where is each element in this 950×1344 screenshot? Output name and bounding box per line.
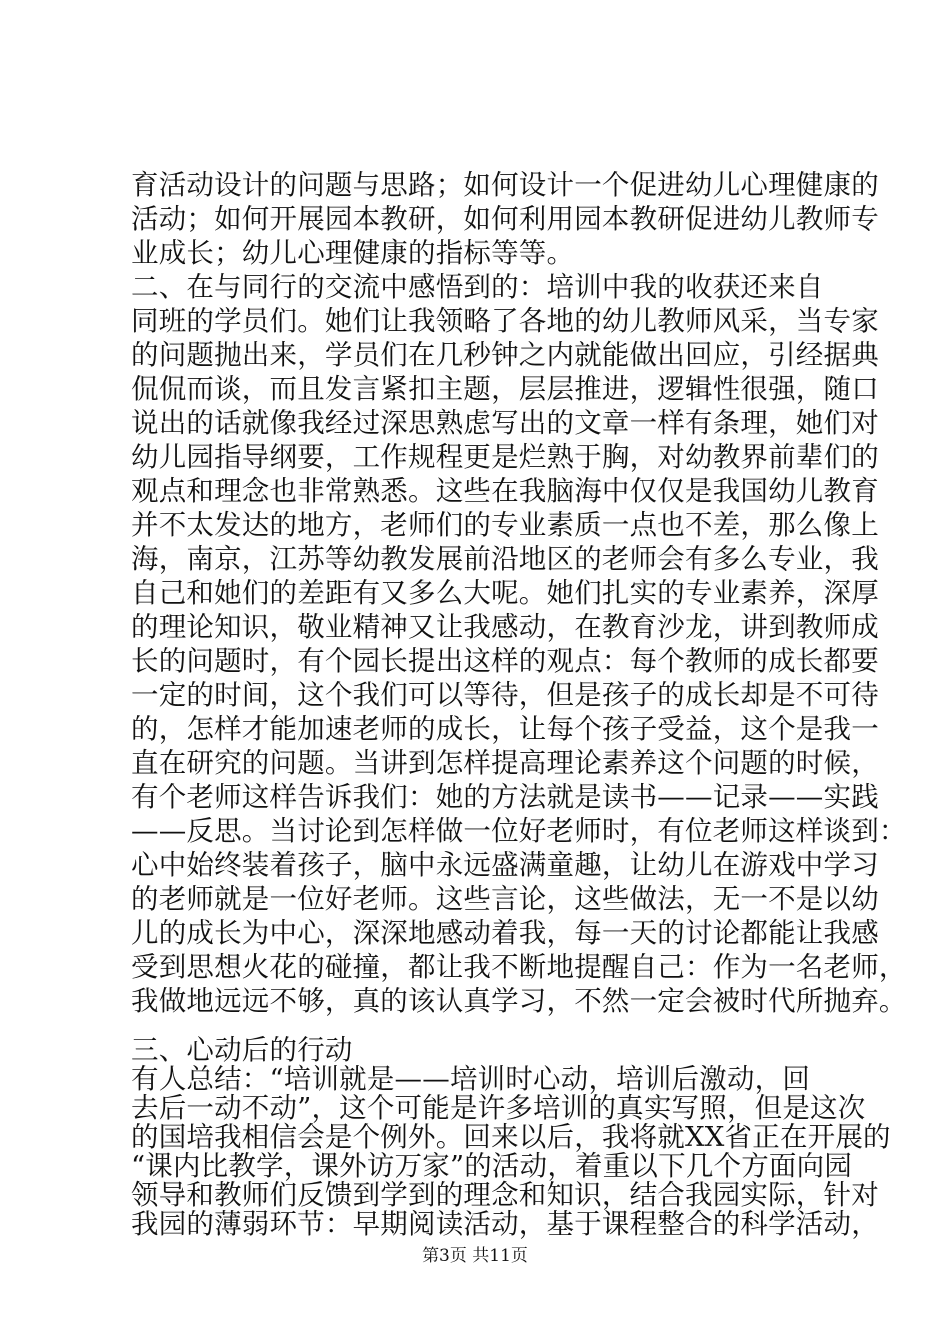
text-line: “课内比教学，课外访万家”的活动，着重以下几个方面向园 <box>131 1150 853 1182</box>
text-line: 领导和教师们反馈到学到的理念和知识，结合我园实际，针对 <box>131 1179 879 1211</box>
text-line: 海，南京，江苏等幼教发展前沿地区的老师会有多么专业，我 <box>131 543 879 575</box>
text-line: 长的问题时，有个园长提出这样的观点：每个教师的成长都要 <box>131 645 879 677</box>
text-line: 幼儿园指导纲要，工作规程更是烂熟于胸，对幼教界前辈们的 <box>131 441 879 473</box>
text-line: 三、心动后的行动 <box>131 1034 353 1066</box>
text-line: 二、在与同行的交流中感悟到的：培训中我的收获还来自 <box>131 271 824 303</box>
text-line: 活动；如何开展园本教研，如何利用园本教研促进幼儿教师专 <box>131 203 879 235</box>
text-line: 说出的话就像我经过深思熟虑写出的文章一样有条理，她们对 <box>131 407 879 439</box>
text-line: 有人总结：“培训就是——培训时心动，培训后激动，回 <box>131 1063 811 1095</box>
text-line: 儿的成长为中心，深深地感动着我，每一天的讨论都能让我感 <box>131 917 879 949</box>
text-line: 的老师就是一位好老师。这些言论，这些做法，无一不是以幼 <box>131 883 879 915</box>
text-line: 的问题抛出来，学员们在几秒钟之内就能做出回应，引经据典 <box>131 339 879 371</box>
text-line: 直在研究的问题。当讲到怎样提高理论素养这个问题的时候， <box>131 747 879 779</box>
text-line: 有个老师这样告诉我们：她的方法就是读书——记录——实践 <box>131 781 879 813</box>
text-line: 并不太发达的地方，老师们的专业素质一点也不差，那么像上 <box>131 509 879 541</box>
text-line: ——反思。当讨论到怎样做一位好老师时，有位老师这样谈到： <box>131 815 907 847</box>
text-line: 自己和她们的差距有又多么大呢。她们扎实的专业素养，深厚 <box>131 577 879 609</box>
text-line: 侃侃而谈，而且发言紧扣主题，层层推进，逻辑性很强，随口 <box>131 373 879 405</box>
text-line: 观点和理念也非常熟悉。这些在我脑海中仅仅是我国幼儿教育 <box>131 475 879 507</box>
text-line: 育活动设计的问题与思路；如何设计一个促进幼儿心理健康的 <box>131 169 879 201</box>
text-line: 同班的学员们。她们让我领略了各地的幼儿教师风采，当专家 <box>131 305 879 337</box>
text-line: 一定的时间，这个我们可以等待，但是孩子的成长却是不可待 <box>131 679 879 711</box>
text-line: 业成长；幼儿心理健康的指标等等。 <box>131 237 575 269</box>
text-line: 受到思想火花的碰撞，都让我不断地提醒自己：作为一名老师， <box>131 951 907 983</box>
text-line: 的理论知识，敬业精神又让我感动，在教育沙龙，讲到教师成 <box>131 611 879 643</box>
text-line: 我园的薄弱环节：早期阅读活动，基于课程整合的科学活动， <box>131 1208 879 1240</box>
text-line: 去后一动不动”，这个可能是许多培训的真实写照，但是这次 <box>131 1092 866 1124</box>
text-line: 的国培我相信会是个例外。回来以后，我将就XX省正在开展的 <box>131 1121 891 1153</box>
text-line: 的，怎样才能加速老师的成长，让每个孩子受益，这个是我一 <box>131 713 879 745</box>
text-line: 我做地远远不够，真的该认真学习，不然一定会被时代所抛弃。 <box>131 985 907 1017</box>
page-footer: 第3页 共11页 <box>422 1246 528 1266</box>
text-line: 心中始终装着孩子，脑中永远盛满童趣，让幼儿在游戏中学习 <box>131 849 879 881</box>
